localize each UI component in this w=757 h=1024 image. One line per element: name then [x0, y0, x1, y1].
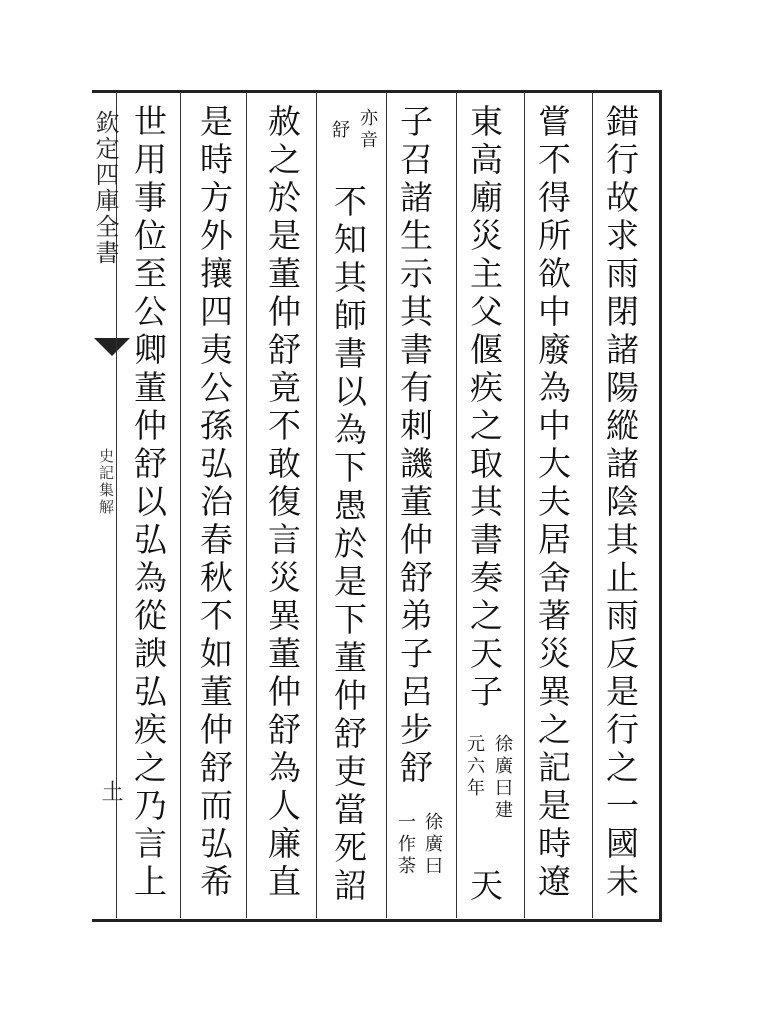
text-column-2: 嘗不得所欲中廢為中大夫居舍著災異之記是時遼: [533, 104, 572, 902]
column-rule: [524, 92, 525, 918]
note-col3-b: 元六年: [464, 734, 485, 800]
column-rule: [386, 92, 387, 918]
note-col5-a: 亦音: [357, 108, 378, 152]
page-frame: [92, 90, 662, 922]
text-column-8: 世用事位至公卿董仲舒以弘為從諛弘疾之乃言上: [129, 104, 168, 902]
note-col4-a: 徐廣曰: [422, 812, 443, 878]
note-col5-b: 舒: [329, 120, 350, 142]
column-rule: [246, 92, 247, 918]
margin-page-number: 土: [98, 780, 123, 802]
text-column-7: 是時方外攘四夷公孫弘治春秋不如董仲舒而弘希: [195, 104, 234, 902]
column-rule: [456, 92, 457, 918]
text-column-1: 錯行故求雨閉諸陽縱諸陰其止雨反是行之一國未: [601, 104, 640, 902]
margin-section: 史記集解: [97, 448, 115, 516]
column-rule: [180, 92, 181, 918]
note-col4-b: 一作荼: [395, 812, 416, 878]
text-column-3-tail: 天: [465, 868, 504, 906]
note-col3-a: 徐廣曰建: [492, 734, 513, 822]
column-rule: [316, 92, 317, 918]
margin-title: 欽定四庫全書: [91, 110, 119, 266]
text-column-3: 東高廟災主父偃疾之取其書奏之天子: [465, 104, 504, 712]
fish-tail-mark: [94, 338, 130, 356]
text-column-4: 子召諸生示其書有刺譏董仲舒弟子呂步舒: [395, 104, 434, 788]
text-column-5: 不知其師書以為下愚於是下董仲舒吏當死詔: [329, 184, 368, 906]
text-column-6: 赦之於是董仲舒竟不敢復言災異董仲舒為人廉直: [263, 104, 302, 902]
column-rule: [592, 92, 593, 918]
